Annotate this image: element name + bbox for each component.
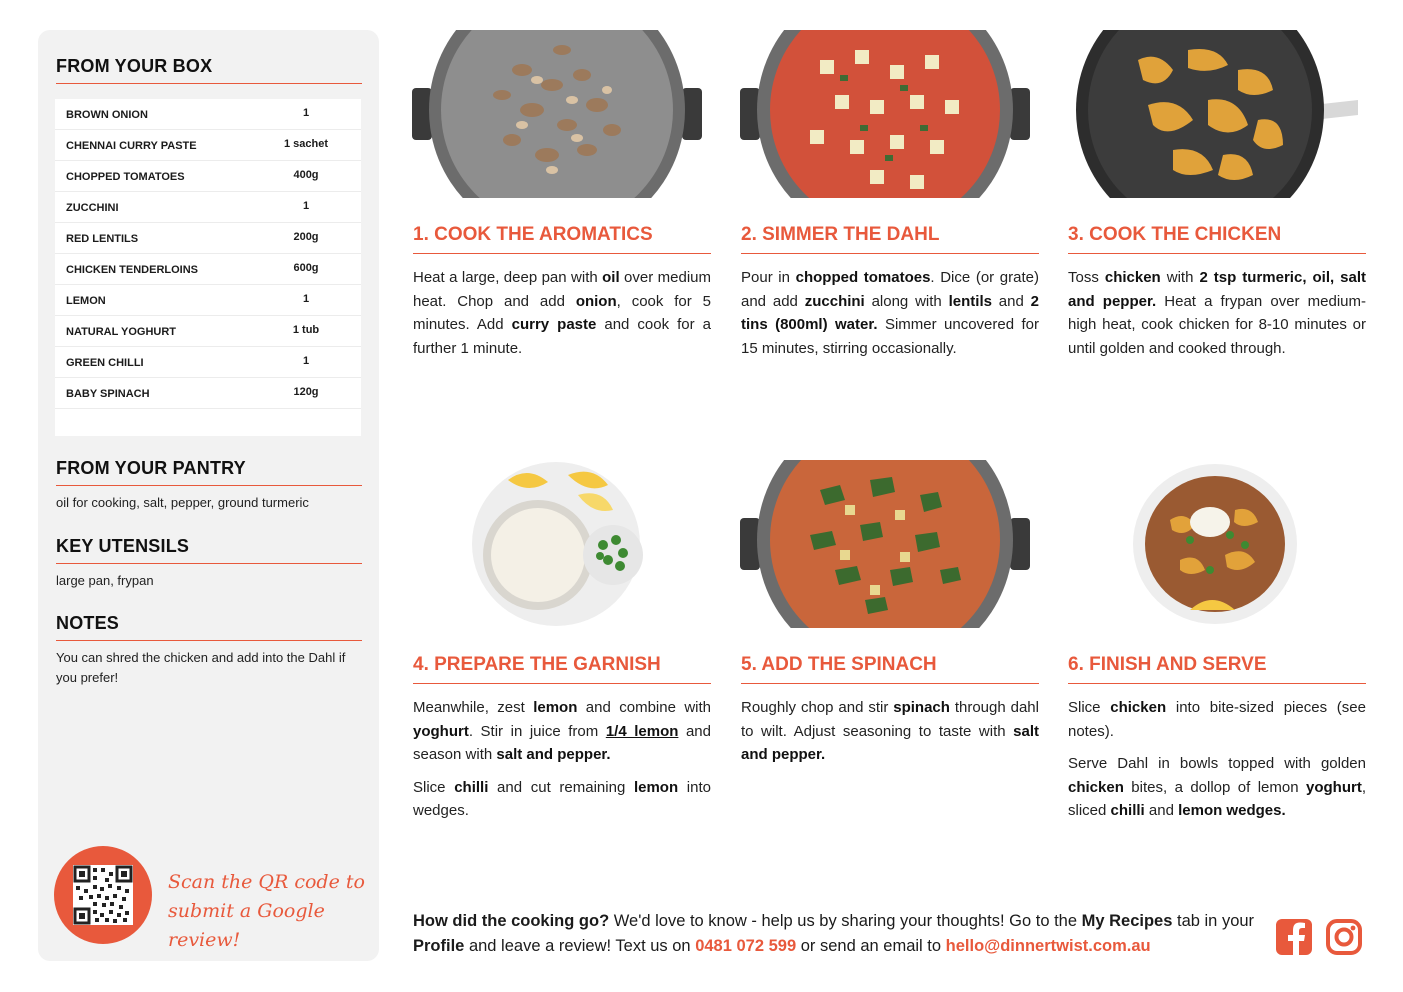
step-1-photo (412, 30, 702, 198)
utensils-heading: KEY UTENSILS (56, 536, 362, 564)
table-row: CHENNAI CURRY PASTE 1 sachet (55, 130, 361, 161)
box-heading: FROM YOUR BOX (56, 56, 362, 84)
step-5-title: 5. ADD THE SPINACH (741, 654, 1039, 684)
table-row: RED LENTILS 200g (55, 223, 361, 254)
step-6-body: Slice chicken into bite-sized pieces (see notes). Serve Dahl in bowls topped with golden chicken bites, a dollop of lemon yoghurt, sliced chilli and lemon wedges. (1068, 699, 1366, 819)
table-row: BROWN ONION 1 (55, 99, 361, 130)
table-row: GREEN CHILLI 1 (55, 347, 361, 378)
notes-text: You can shred the chicken and add into the Dahl if you prefer! (56, 650, 346, 685)
step-4-body: Meanwhile, zest lemon and combine with yoghurt. Stir in juice from 1/4 lemon and season with salt and pepper. Slice chilli and cut remaining lemon into wedges. (413, 699, 712, 819)
step-6-photo (1130, 460, 1300, 628)
step-6-title: 6. FINISH AND SERVE (1068, 654, 1366, 684)
qr-code-icon[interactable] (73, 865, 133, 925)
phone-link[interactable]: 0481 072 599 (695, 937, 797, 955)
pantry-text: oil for cooking, salt, pepper, ground turmeric (56, 495, 309, 510)
step-4-photo (468, 460, 648, 628)
table-row: CHOPPED TOMATOES 400g (55, 161, 361, 192)
ingredients-table (55, 99, 361, 436)
table-row: BABY SPINACH 120g (55, 378, 361, 409)
table-row: NATURAL YOGHURT 1 tub (55, 316, 361, 347)
step-2-title: 2. SIMMER THE DAHL (741, 224, 1039, 254)
step-1-body: Heat a large, deep pan with oil over medium heat. Chop and add onion, cook for 5 minutes. Add curry paste and cook for a further 1 minute. (413, 269, 712, 357)
instagram-icon[interactable] (1325, 918, 1363, 956)
table-row: LEMON 1 (55, 285, 361, 316)
step-4-title: 4. PREPARE THE GARNISH (413, 654, 711, 684)
step-5-photo (740, 460, 1030, 628)
review-footer: How did the cooking go? We'd love to know - help us by sharing your thoughts! Go to the My Recipes tab in your Profile and leave a review! Text us on 0481 072 599 or send an email to hello@dinnertwist.com.au (413, 912, 1255, 955)
step-2-photo (740, 30, 1030, 198)
step-3-photo (1068, 30, 1358, 198)
table-row: CHICKEN TENDERLOINS 600g (55, 254, 361, 285)
utensils-text: large pan, frypan (56, 573, 154, 588)
table-row: ZUCCHINI 1 (55, 192, 361, 223)
step-1-title: 1. COOK THE AROMATICS (413, 224, 711, 254)
qr-caption: Scan the QR code to submit a Google review! (168, 871, 365, 951)
step-3-title: 3. COOK THE CHICKEN (1068, 224, 1366, 254)
facebook-icon[interactable] (1275, 918, 1313, 956)
pantry-heading: FROM YOUR PANTRY (56, 458, 362, 486)
qr-badge[interactable] (54, 846, 152, 944)
step-3-body: Toss chicken with 2 tsp turmeric, oil, salt and pepper. Heat a frypan over medium-high heat, cook chicken for 8-10 minutes or until golden and cooked through. (1068, 269, 1367, 357)
ingredients-sidebar (38, 30, 379, 961)
email-link[interactable]: hello@dinnertwist.com.au (945, 937, 1151, 955)
notes-heading: NOTES (56, 613, 362, 641)
step-2-body: Pour in chopped tomatoes. Dice (or grate) and add zucchini along with lentils and 2 tins (800ml) water. Simmer uncovered for 15 minutes, stirring occasionally. (741, 269, 1039, 357)
step-5-body: Roughly chop and stir spinach through dahl to wilt. Adjust seasoning to taste with salt and pepper. (741, 699, 1039, 763)
